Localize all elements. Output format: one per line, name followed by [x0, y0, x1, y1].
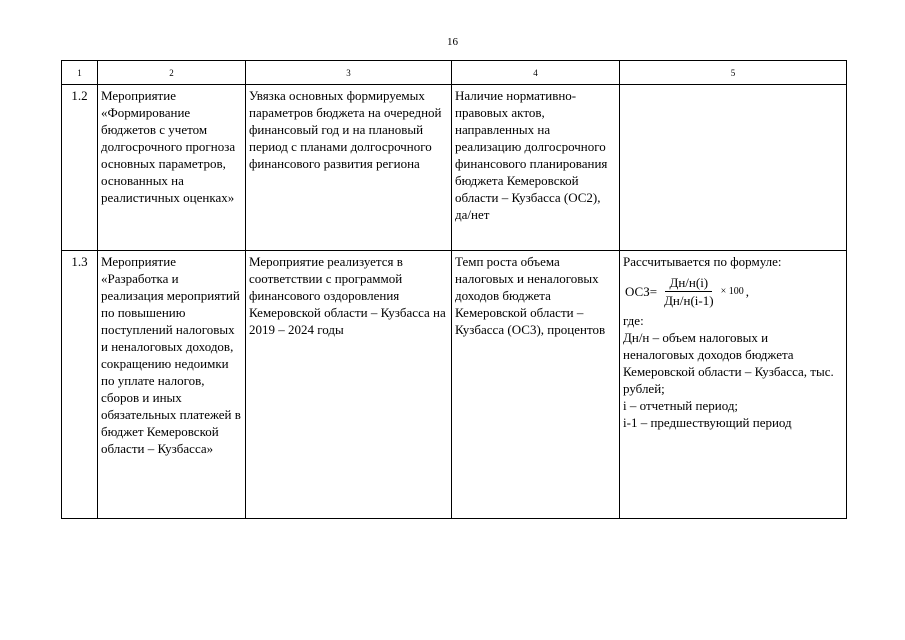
method-cell: [620, 251, 847, 519]
column-header: 3: [246, 61, 452, 85]
formula-fraction: [660, 275, 718, 308]
formula: [625, 270, 842, 312]
indicator-cell: Наличие нормативно-правовых актов, направленных на реализацию долгосрочного финансового планирования бюджета Кемеровской области – Кузбасса (ОС2), да/нет: [452, 85, 620, 251]
column-header: 1: [62, 61, 98, 85]
formula-denominator: Дн/н(i-1): [664, 292, 714, 308]
formula-multiplier: × 100: [720, 285, 744, 297]
column-header: 2: [98, 61, 246, 85]
formula-definition: Дн/н – объем налоговых и неналоговых доходов бюджета Кемеровской области – Кузбасса, тыс. рублей;: [623, 330, 834, 396]
formula-numerator: Дн/н(i): [665, 275, 712, 292]
formula-definition: i-1 – предшествующий период: [623, 415, 792, 430]
event-cell: Мероприятие «Разработка и реализация мероприятий по повышению поступлений налоговых и неналоговых доходов, сокращению недоимки по уплате налогов, сборов и иных обязательных платежей в бюджет Кемеровской области – Кузбасса»: [98, 251, 246, 519]
measures-table: [61, 60, 847, 519]
formula-intro: Рассчитывается по формуле:: [623, 254, 782, 269]
row-number: 1.2: [62, 85, 98, 251]
formula-trailing: ,: [745, 283, 749, 299]
description-cell: Увязка основных формируемых параметров бюджета на очередной финансовый год и на плановый период с планами долгосрочного финансового развития региона: [246, 85, 452, 251]
formula-lhs: ОСЗ=: [625, 283, 658, 299]
page-number: 16: [447, 36, 458, 48]
method-cell: [620, 85, 847, 251]
description-cell: Мероприятие реализуется в соответствии с программой финансового оздоровления Кемеровской области – Кузбасса на 2019 – 2024 годы: [246, 251, 452, 519]
table-header-row: [62, 61, 847, 85]
column-header: 5: [620, 61, 847, 85]
table-row: [62, 85, 847, 251]
indicator-cell: Темп роста объема налоговых и неналоговых доходов бюджета Кемеровской области – Кузбасса (ОС3), процентов: [452, 251, 620, 519]
formula-definition: i – отчетный период;: [623, 398, 739, 413]
column-header: 4: [452, 61, 620, 85]
row-number: 1.3: [62, 251, 98, 519]
formula-where: где:: [623, 313, 644, 328]
event-cell: Мероприятие «Формирование бюджетов с учетом долгосрочного прогноза основных параметров, основанных на реалистичных оценках»: [98, 85, 246, 251]
table-row: [62, 251, 847, 519]
